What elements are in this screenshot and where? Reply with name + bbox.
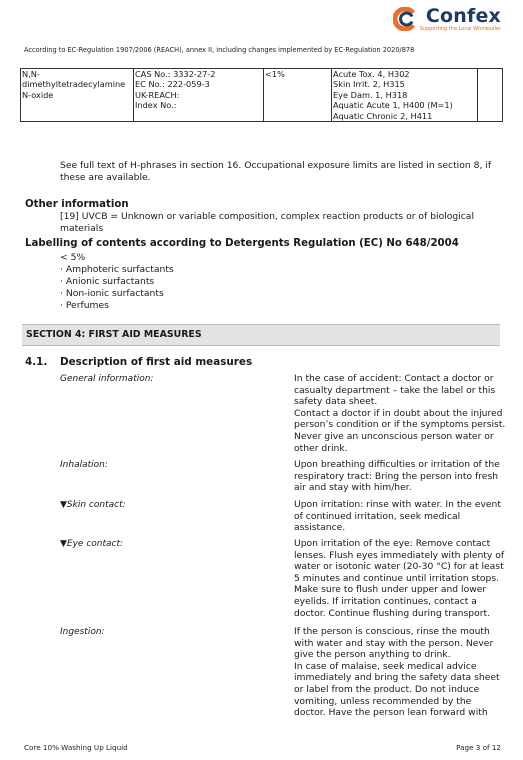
inhalation-label: Inhalation: <box>60 460 108 470</box>
text-line: vomiting, unless recommended by the <box>294 695 472 707</box>
labelling-heading: Labelling of contents according to Detergents Regulation (EC) No 648/2004 <box>25 238 459 249</box>
section-4-title: SECTION 4: FIRST AID MEASURES <box>26 329 202 340</box>
text-line: Make sure to flush under upper and lower <box>294 584 487 596</box>
classification-cell <box>332 69 478 122</box>
text-line: Upon irritation of the eye: Remove contact <box>294 538 491 549</box>
concentration: <1% <box>265 69 285 79</box>
composition-table <box>20 68 503 122</box>
section-4-header <box>22 324 500 346</box>
eye-contact-text <box>294 538 510 619</box>
text-line: If the person is conscious, rinse the mouth <box>294 626 490 637</box>
eye-contact-label: ▼Eye contact: <box>60 539 124 549</box>
subsection-number: 4.1. <box>25 356 48 368</box>
text-line: assistance. <box>294 522 346 534</box>
subsection-title: Description of first aid measures <box>60 356 253 368</box>
identifiers-cell <box>134 69 264 122</box>
text-line: doctor. Have the person lean forward with <box>294 707 488 719</box>
skin-contact-text <box>294 499 510 534</box>
concentration-cell <box>264 69 332 122</box>
text-line: In the case of accident: Contact a doctor or <box>294 373 494 384</box>
labelling-item: · Non-ionic surfactants <box>60 288 164 299</box>
footer-page-number: Page 3 of 12 <box>456 743 501 752</box>
ingestion-text <box>294 626 510 719</box>
text-line: Upon irritation: rinse with water. In the event <box>294 499 501 510</box>
text-line: lenses. Flush eyes immediately with plenty of <box>294 549 505 561</box>
labelling-item: · Amphoteric surfactants <box>60 264 174 275</box>
text-line: air and stay with him/her. <box>294 482 412 494</box>
substance-name-cell <box>21 69 134 122</box>
text-line: person’s condition or if the symptoms persist. <box>294 419 506 431</box>
id-index: Index No.: <box>135 100 177 111</box>
text-line: 5 minutes and continue until irritation stops. <box>294 572 500 584</box>
see-full-text-note: See full text of H-phrases in section 16. Occupational exposure limits are listed in section 8, if these are available. <box>60 160 492 183</box>
text-line: Upon breathing difficulties or irritation of the <box>294 459 500 470</box>
text-line: In case of malaise, seek medical advice <box>294 660 477 672</box>
other-information-text: [19] UVCB = Unknown or variable composition, complex reaction products or of biological materials <box>60 211 474 234</box>
table-row <box>21 69 503 122</box>
general-information-label: General information: <box>60 374 154 384</box>
id-uk-reach: UK-REACH: <box>135 89 180 100</box>
text-line: other drink. <box>294 442 348 454</box>
text-line: with water and stay with the person. Never <box>294 637 494 649</box>
id-ec: EC No.: 222-059-3 <box>135 79 210 90</box>
brand-logo <box>393 6 501 32</box>
labelling-item: · Perfumes <box>60 300 109 311</box>
ingestion-label: Ingestion: <box>60 627 105 637</box>
text-line: of continued irritation, seek medical <box>294 510 461 522</box>
inhalation-text <box>294 459 510 494</box>
confex-logo-icon <box>393 7 417 31</box>
text-line: or label from the product. Do not induce <box>294 683 480 695</box>
general-information-text <box>294 373 510 454</box>
text-line: Contact a doctor if in doubt about the injured <box>294 407 503 419</box>
labelling-item: · Anionic surfactants <box>60 276 155 287</box>
brand-name: Confex <box>425 5 501 27</box>
text-line: respiratory tract: Bring the person into fresh <box>294 470 499 482</box>
text-line: eyelids. If irritation continues, contact a <box>294 595 477 607</box>
text-line: doctor. Continue flushing during transport. <box>294 607 491 619</box>
text-line: safety data sheet. <box>294 396 378 408</box>
classification-item: Acute Tox. 4, H302 <box>333 69 410 79</box>
text-line: immediately and bring the safety data sheet <box>294 672 500 684</box>
text-line: casualty department – take the label or this <box>294 384 496 396</box>
footer-product-name: Core 10% Washing Up Liquid <box>24 743 128 752</box>
skin-contact-label: ▼Skin contact: <box>60 500 126 510</box>
classification-item: Aquatic Chronic 2, H411 <box>333 110 433 121</box>
classification-item: Eye Dam. 1, H318 <box>333 89 408 100</box>
substance-name: N,N-dimethyltetradecylamine N-oxide <box>22 69 126 100</box>
empty-cell <box>478 69 503 122</box>
text-line: Never give an unconscious person water or <box>294 430 494 442</box>
classification-item: Aquatic Acute 1, H400 (M=1) <box>333 100 453 111</box>
other-information-heading: Other information <box>25 199 129 210</box>
brand-tagline: Supporting the Local Wholesaler <box>419 26 501 32</box>
labelling-threshold: < 5% <box>60 252 86 263</box>
text-line: water or isotonic water (20-30 °C) for at least <box>294 561 504 573</box>
id-cas: CAS No.: 3332-27-2 <box>135 69 216 79</box>
text-line: give the person anything to drink. <box>294 649 451 661</box>
regulation-line: According to EC-Regulation 1907/2006 (REACH), annex II, including changes implemented by EC-Regulation 2020/878 <box>24 46 415 54</box>
classification-item: Skin Irrit. 2, H315 <box>333 79 405 90</box>
